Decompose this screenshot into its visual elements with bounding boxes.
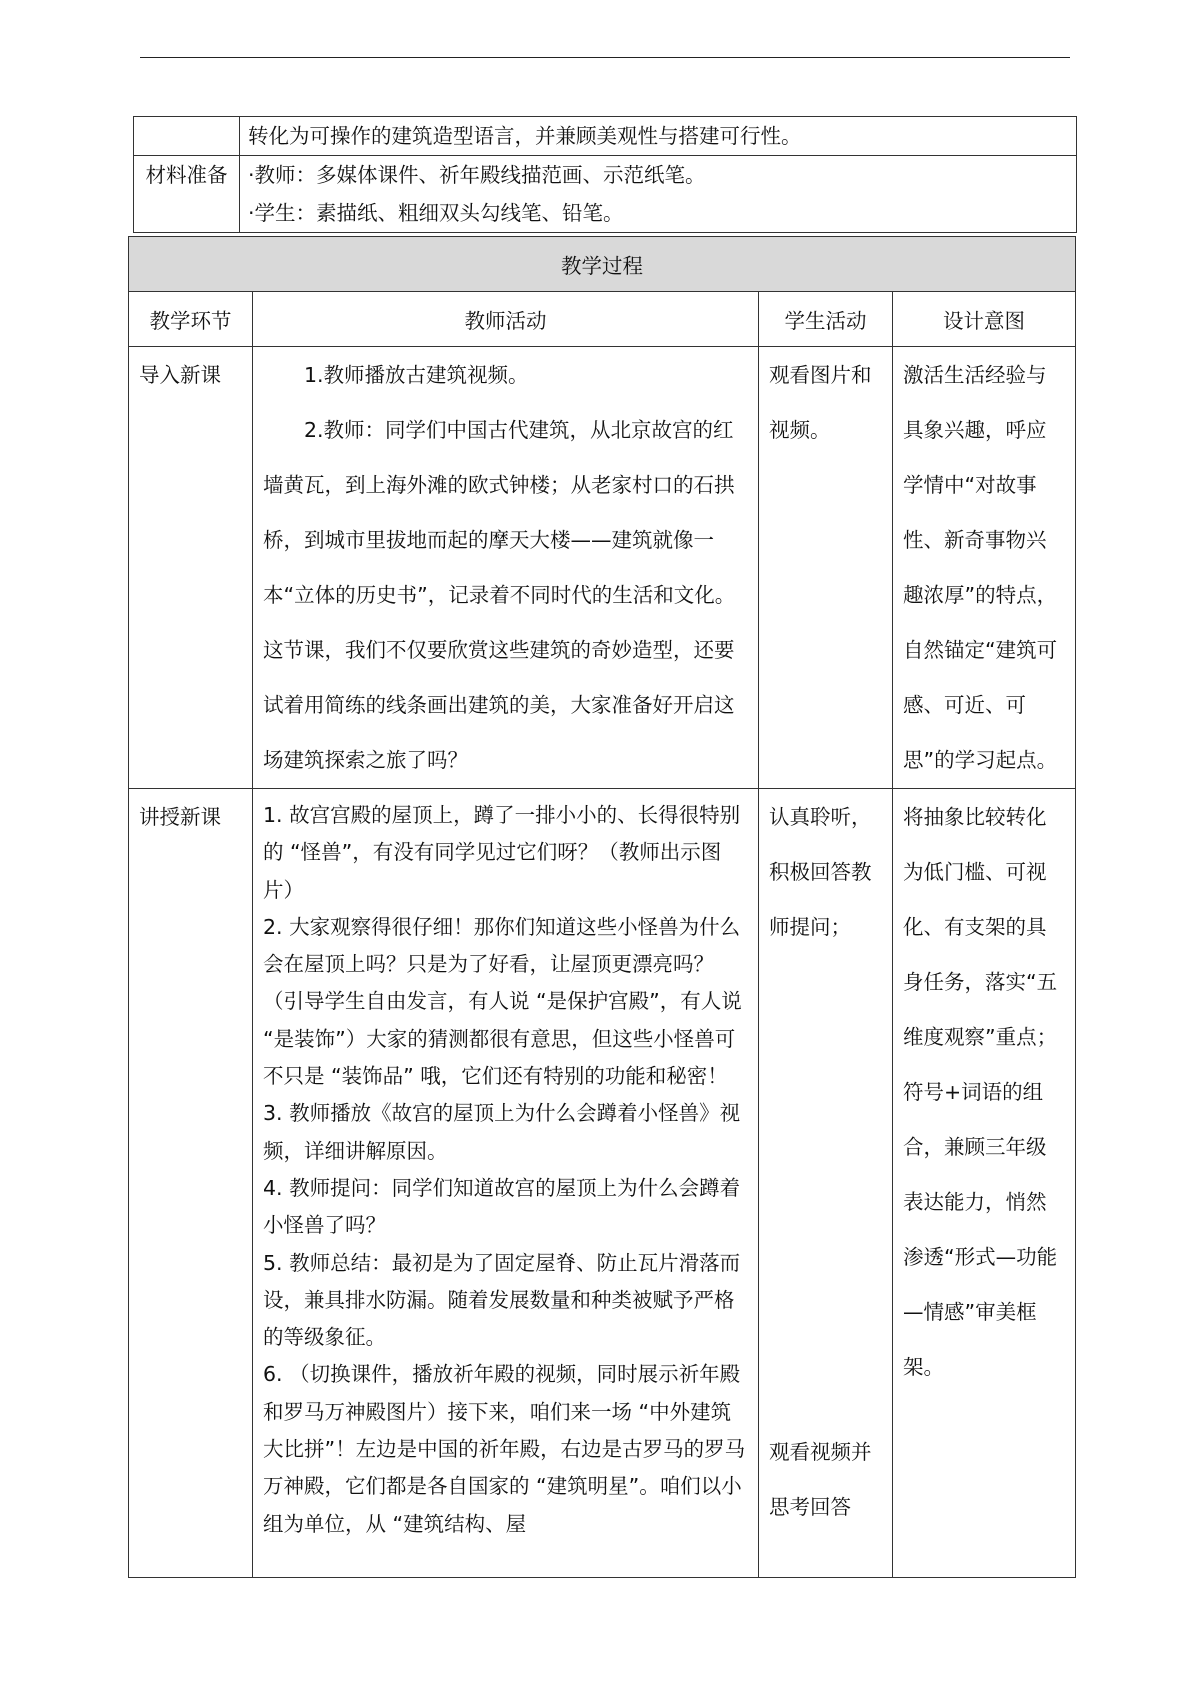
table-row [129,347,1076,789]
header-student: 学生活动 [759,292,893,347]
paragraph: 观看视频并思考回答 [769,1440,872,1519]
paragraph: 认真聆听，积极回答教师提问； [769,805,872,939]
teacher-materials: ·教师：多媒体课件、祈年殿线描范画、示范纸笔。 [248,163,706,187]
paragraph: 3. 教师播放《故宫的屋顶上为什么会蹲着小怪兽》视频，详细讲解原因。 [263,1101,741,1163]
paragraph: 4. 教师提问：同学们知道故宫的屋顶上为什么会蹲着小怪兽了吗？ [263,1175,741,1238]
design-intent-cell: 激活生活经验与具象兴趣，呼应学情中“对故事性、新奇事物兴趣浓厚”的特点，自然锚定“建筑可感、可近、可思”的学习起点。 [893,347,1076,789]
design-intent-cell: 将抽象比较转化为低门槛、可视化、有支架的具身任务，落实“五维度观察”重点；符号+词语的组合，兼顾三年级表达能力，悄然渗透“形式—功能—情感”审美框架。 [893,789,1076,1578]
teaching-process-table [128,236,1076,1578]
header-stage: 教学环节 [129,292,253,347]
materials-label: 材料准备 [134,156,240,233]
paragraph: 2. 大家观察得很仔细！那你们知道这些小怪兽为什么会在屋顶上吗？只是为了好看，让屋顶更漂亮吗？（引导学生自由发言，有人说 “是保护宫殿”，有人说 “是装饰”）大家的猜测都很有意思，但这些小怪兽可不只是 “装饰品” 哦，它们还有特别的功能和秘密！ [263,914,742,1089]
objectives-materials-table [133,116,1077,233]
header-rule [140,57,1070,58]
header-row [129,292,1076,347]
teacher-activity-cell [253,347,759,789]
table-row [134,117,1077,156]
process-title: 教学过程 [129,237,1076,292]
stage-cell: 讲授新课 [129,789,253,1578]
table-row [129,789,1076,1578]
paragraph: 2.教师：同学们中国古代建筑，从北京故宫的红墙黄瓦，到上海外滩的欧式钟楼；从老家村口的石拱桥，到城市里拔地而起的摩天大楼——建筑就像一本“立体的历史书”，记录着不同时代的生活和文化。这节课，我们不仅要欣赏这些建筑的奇妙造型，还要试着用简练的线条画出建筑的美，大家准备好开启这场建筑探索之旅了吗？ [263,418,736,772]
table-row [134,156,1077,233]
paragraph: 6. （切换课件，播放祈年殿的视频，同时展示祈年殿和罗马万神殿图片）接下来，咱们来一场 “中外建筑大比拼”！左边是中国的祈年殿，右边是古罗马的罗马万神殿，它们都是各自国家的 “建筑明星”。咱们以小组为单位，从 “建筑结构、屋 [263,1362,746,1536]
paragraph: 5. 教师总结：最初是为了固定屋脊、防止瓦片滑落而设，兼具排水防漏。随着发展数量和种类被赋予严格的等级象征。 [263,1250,741,1350]
student-materials: ·学生：素描纸、粗细双头勾线笔、铅笔。 [248,201,624,225]
empty-label-cell [134,117,240,156]
paragraph: 1. 故宫宫殿的屋顶上，蹲了一排小小的、长得很特别的 “怪兽”，有没有同学见过它们呀？（教师出示图片） [263,803,741,902]
header-intent: 设计意图 [893,292,1076,347]
stage-cell: 导入新课 [129,347,253,789]
paragraph: 1.教师播放古建筑视频。 [304,363,529,387]
objective-continuation: 转化为可操作的建筑造型语言，并兼顾美观性与搭建可行性。 [240,117,1077,156]
table-row [129,237,1076,292]
student-activity-cell [759,789,893,1578]
paragraph: 观看图片和视频。 [769,363,872,442]
teacher-activity-cell [253,789,759,1578]
header-teacher: 教师活动 [253,292,759,347]
student-activity-cell [759,347,893,789]
materials-cell [240,156,1077,233]
spacer [769,955,882,1425]
